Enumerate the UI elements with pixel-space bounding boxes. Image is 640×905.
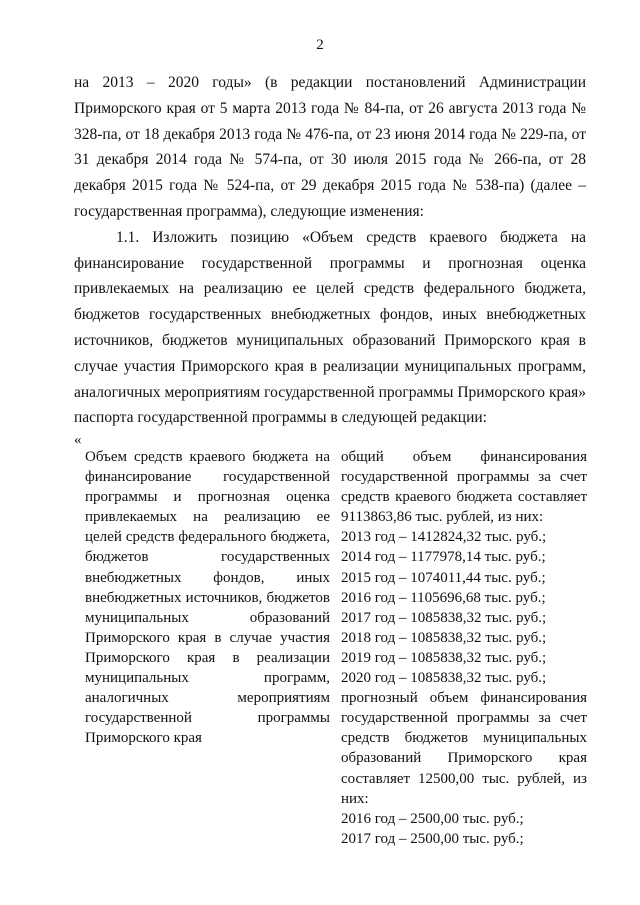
item-1-1-paragraph: 1.1. Изложить позицию «Объем средств краевого бюджета на финансирование государственной программы и прогнозная оценка привлекаемых на реализацию ее целей средств федерального бюджета, бюджетов государственных внебюджетных фондов, иных внебюджетных источников, бюджетов муниципальных образований Приморского края в случае участия Приморского края в реализации муниципальных программ, аналогичных мероприятиям государственной программы Приморского края» паспорта государственной программы в следующей редакции: [74,228,586,427]
municipal-forecast-intro: прогнозный объем финансирования государственной программы за счет средств бюджетов муниципальных образований Приморского края составляет 12500,00 тыс. рублей, из них: [341,690,587,807]
regional-year-row: 2018 год – 1085838,32 тыс. руб.; [341,629,547,646]
regional-year-row: 2014 год – 1177978,14 тыс. руб.; [341,549,546,566]
intro-paragraph: на 2013 – 2020 годы» (в редакции постановлений Администрации Приморского края от 5 марта 2013 года № 84-па, от 26 августа 2013 года № 328-па, от 18 декабря 2013 года № 476-па, от 23 июня 2014 года № 229-па, от 31 декабря 2014 года № 574-па, от 30 июля 2015 года № 266-па, от 28 декабря 2015 года № 524-па, от 29 декабря 2015 года № 538-па) (далее – государственная программа), следующие изменения: [74,74,586,220]
municipal-year-row: 2016 год – 2500,00 тыс. руб.; [341,810,524,827]
regional-year-row: 2019 год – 1085838,32 тыс. руб.; [341,649,547,666]
passport-position-label [85,447,330,748]
regional-year-row: 2015 год – 1074011,44 тыс. руб.; [341,569,546,586]
regional-budget-intro: общий объем финансирования государственной программы за счет средств краевого бюджета составляет 9113863,86 тыс. рублей, из них: [341,449,587,526]
regional-year-row: 2020 год – 1085838,32 тыс. руб.; [341,670,547,687]
regional-year-row: 2017 год – 1085838,32 тыс. руб.; [341,609,547,626]
page-number: 2 [316,37,324,53]
passport-position-value [341,447,587,849]
opening-quote: « [74,432,82,448]
regional-year-row: 2013 год – 1412824,32 тыс. руб.; [341,529,547,546]
regional-year-row: 2016 год – 1105696,68 тыс. руб.; [341,589,546,606]
document-body [74,70,586,431]
position-label-text: Объем средств краевого бюджета на финансирование государственной программы и прогнозная оценка привлекаемых на реализацию ее целей средств федерального бюджета, бюджетов государственных внебюджетных фондов, иных внебюджетных источников, бюджетов муниципальных образований Приморского края в случае участия Приморского края в реализации муниципальных программ, аналогичных мероприятиям государственной программы Приморского края [85,449,330,747]
municipal-year-row: 2017 год – 2500,00 тыс. руб.; [341,830,524,847]
